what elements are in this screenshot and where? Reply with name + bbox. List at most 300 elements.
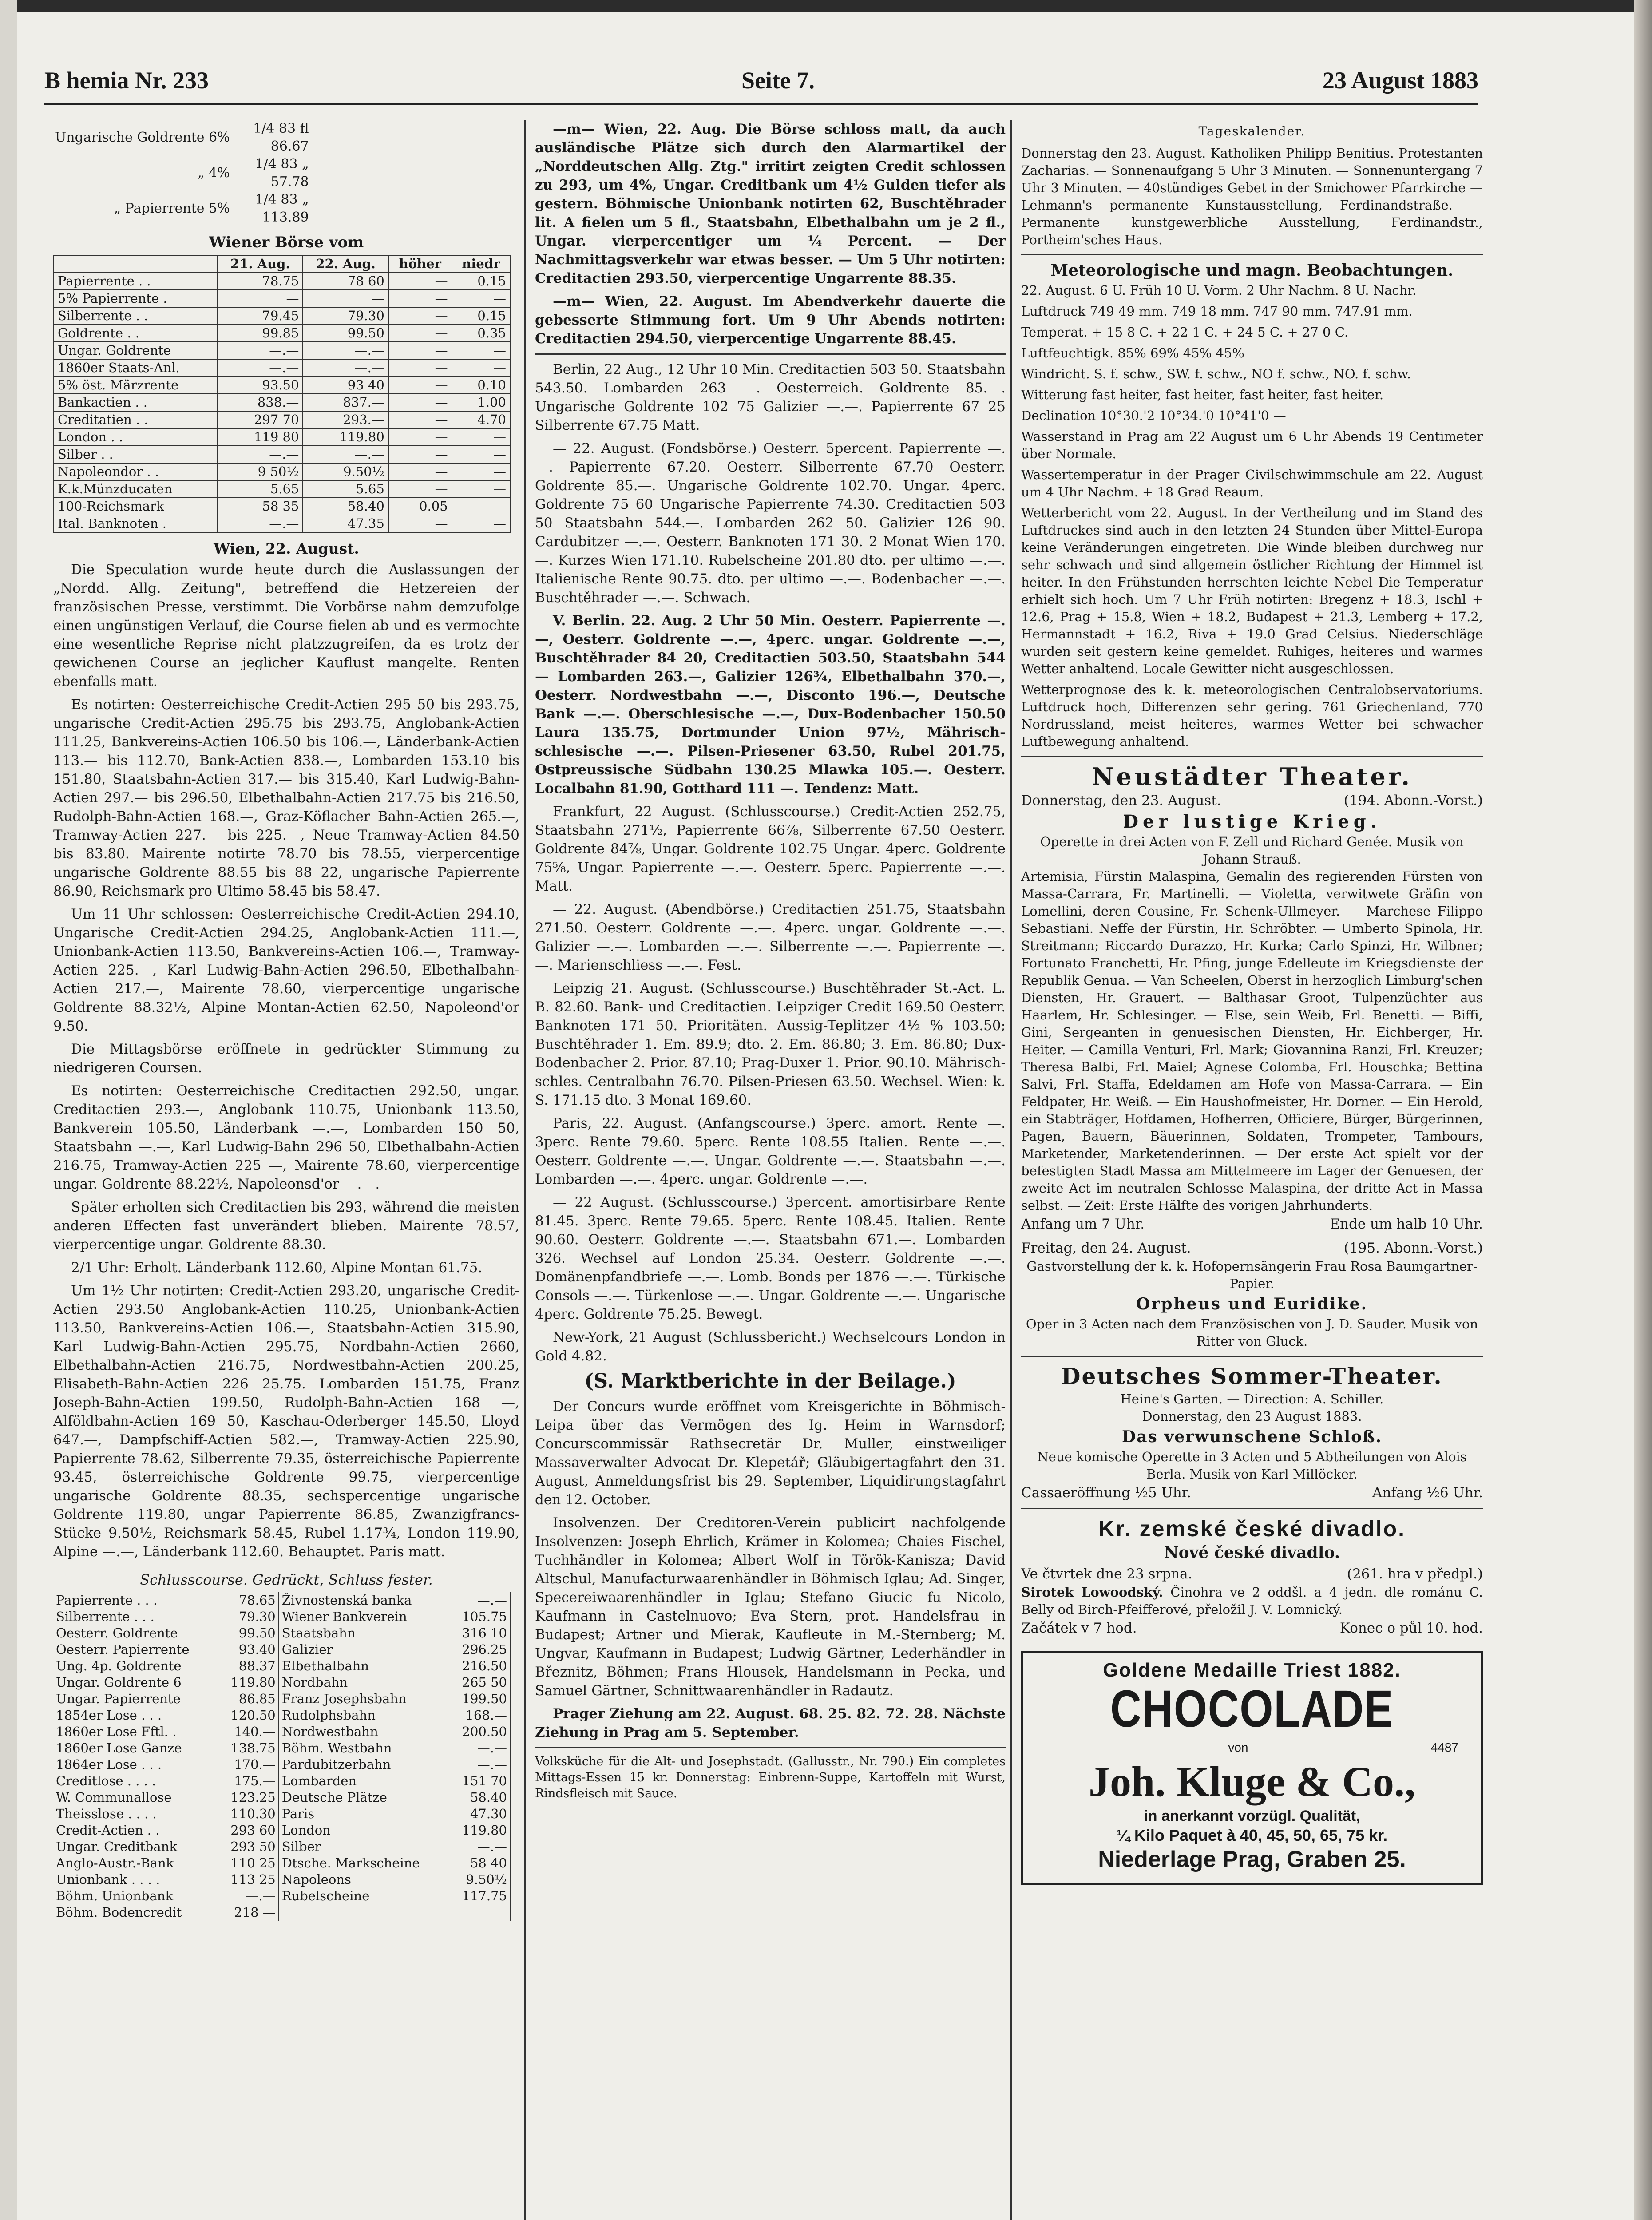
boerse-cell: 837.—: [303, 394, 388, 411]
ad-prices: ¼ Kilo Paquet à 40, 45, 50, 65, 75 kr.: [1116, 1826, 1388, 1844]
theater3-date-row: [1021, 1564, 1483, 1584]
schluss-cell: 58 40: [450, 1855, 510, 1871]
boerse-cell: —: [452, 498, 510, 515]
page-top-edge: [0, 0, 1652, 12]
schluss-cell: Anglo-Austr.-Bank: [56, 1855, 174, 1871]
schluss-cell: Creditlose . . . .: [56, 1773, 156, 1788]
boerse-cell: —: [388, 359, 452, 377]
rate-label: „ Papierrente 5%: [114, 201, 230, 216]
schluss-cell: 79.30: [218, 1609, 279, 1625]
schluss-cell: 58.40: [450, 1789, 510, 1806]
theater1-date2-row: [1021, 1238, 1483, 1258]
paragraph: Luftfeuchtigk. 85% 69% 45% 45%: [1021, 345, 1244, 361]
paragraph: Witterung fast heiter, fast heiter, fast heiter, fast heiter.: [1021, 387, 1384, 402]
schluss-title: Schlusscourse. Gedrückt, Schluss fester.: [140, 1571, 433, 1588]
schluss-cell: Papierrente . . .: [56, 1593, 158, 1608]
divider: [535, 353, 1006, 355]
schluss-row: [53, 1789, 510, 1806]
theater1-cast: Artemisia, Fürstin Malaspina, Gemalin des regierenden Fürsten von Massa-Carrara, Fr. Martinelli. — Violetta, verwitwete Gräfin von Lomellini, deren Cousine, Fr. Schenk-Ullmeyer. — Marchese Filippo Sebastiani. Neffe der Fürstin, Hr. Schröbter. — Umberto Spinola, Hr. Streitmann; Riccardo Durazzo, Hr. Kurka; Carlo Spinzi, Hr. Wilbner; Fortunato Franchetti, Hr. Pfing, junge Edelleute im Kriegsdienste der Republik Genua. — Van Scheelen, Oberst in herzoglich Limburg'schen Diensten, Hr. Grauert. — Balthasar Groot, Tulpenzüchter aus Haarlem, Hr. Schlesinger. — Else, sein Weib, Frl. Benetti. — Biffi, Gini, Sergeanten in genuesischen Diensten, Hr. Eichberger, Hr. Heiter. — Camilla Venturi, Frl. Mark; Giovannina Ranzi, Frl. Kreuzer; Theresa Balbi, Frl. Maiel; Agnese Colomba, Frl. Houschka; Bettina Salvi, Frl. Staffa, Edeldamen am Hofe von Massa-Carrara. — Ein Feldpater, Hr. Weiß. — Ein Haushofmeister, Hr. Dorner. — Ein Herold, ein Stabträger, Hofdamen, Hofherren, Officiere, Bürger, Bürgerinnen, Pagen, Bauern, Bäuerinnen, Soldaten, Trompeter, Tambours, Marketender, Marketenderinnen. — Der erste Act spielt vor der befestigten Stadt Massa am Mittelmeere im Lager der Genuesen, der zweite Act im neutralen Schlosse Malaspina, der dritte Act in Massa selbst. — Zeit: Erste Hälfte des vorigen Jahrhunderts.: [1021, 869, 1483, 1213]
schluss-cell: Nordbahn: [281, 1675, 348, 1690]
schluss-cell: Nordwestbahn: [281, 1724, 378, 1739]
foreign-report: [535, 360, 1006, 607]
schluss-cell: 200.50: [450, 1724, 510, 1740]
boerse-cell: 58 35: [218, 498, 303, 515]
boerse-cell: 79.45: [218, 307, 303, 325]
boerse-row: [54, 498, 510, 515]
schluss-row: [53, 1773, 510, 1789]
paragraph: — 22. August. (Fondsbörse.) Oesterr. 5percent. Papierrente —.—. Papierrente 67.20. Oesterr. Silberrente 67.70 Oesterr. Goldrente 85.—. Ungarische Goldrente 102.70. Ungar. 4perc. Goldrente 75 60 Ungarische Papierrente 74.30. Creditactien 503 50 Staatsbahn 544.—. Lombarden 262 50. Galizier 126 90. Cardubitzer —.—. Oesterr. Banknoten 171 30. 2 Monat Wien 170.—. Kurzes Wien 171.10. Rubelscheine 201.80 dto. per ultimo —.—. Italienische Rente 90.75. dto. per ultimo —.—. Bodenbacher —.—. Buschtěhrader —.—. Schwach.: [535, 440, 1006, 606]
schluss-cell: 1860er Lose Ganze: [56, 1740, 182, 1756]
theater1-abo: (194. Abonn.-Vorst.): [1343, 793, 1483, 809]
paragraph: Luftdruck 749 49 mm. 749 18 mm. 747 90 mm. 747.91 mm.: [1021, 304, 1413, 319]
header-rule: [44, 103, 1478, 105]
schluss-cell: 168.—: [450, 1707, 510, 1724]
ad-von: von: [1228, 1740, 1248, 1754]
lottery-results: Prager Ziehung am 22. August. 68. 25. 82. 72. 28. Nächste Ziehung in Prag am 5. September.: [535, 1706, 1006, 1740]
schluss-cell: Ungar. Papierrente: [56, 1691, 181, 1706]
theater3-desc: Činohra ve 2 oddšl. a 4 jedn. dle románu C. Belly od Birch-Pfeifferové, přeložil J. V. Lomnický.: [1021, 1585, 1483, 1617]
boerse-row: [54, 290, 510, 307]
theater2-play: Das verwunschene Schloß.: [1121, 1427, 1382, 1446]
boerse-cell: 99.50: [303, 325, 388, 342]
schluss-cell: 218 —: [218, 1904, 279, 1921]
schluss-cell: 88.37: [218, 1658, 279, 1674]
boerse-cell: 93.50: [218, 377, 303, 394]
schluss-cell: 9.50½: [450, 1871, 510, 1888]
paragraph: Windricht. S. f. schw., SW. f. schw., NO f. schw., NO. f. schw.: [1021, 366, 1411, 381]
berlin-report: V. Berlin. 22. Aug. 2 Uhr 50 Min. Oesterr. Papierrente —.—, Oesterr. Goldrente —.—, 4perc. ungar. Goldrente —.—, Buschtěhrader 84 20, Creditactien 503.50, Staatsbahn 544 — Lombarden 263.—, Galizier 126¾, Elbethalbahn 370.—, Oesterr. Nordwestbahn —.—, Disconto 196.—, Deutsche Bank —.—. Oberschlesische —.—, Dux-Bodenbacher 150.50 Laura 135.75, Dortmunder Union 97½, Mährisch-schlesische —.—. Pilsen-Priesener 63.50, Rubel 201.75, Ostpreussische Südbahn 130.25 Mlawka 105.—. Oesterr. Localbahn 81.90, Gotthard 111 —. Tendenz: Matt.: [535, 613, 1006, 797]
boerse-cell: —: [452, 428, 510, 446]
paragraph: Um 1½ Uhr notirten: Credit-Actien 293.20, ungarische Credit-Actien 293.50 Anglobank-Actien 110.25, Unionbank-Actien 113.50, Bankvereins-Actien 106.—, Staatsbahn-Actien 315.90, Karl Ludwig-Bahn-Actien 295.75, Nordbahn-Actien 2660, Elbethalbahn-Actien 216.75, Nordwestbahn-Actien 200.25, Elisabeth-Bahn-Actien 226 25.75. Lombarden 151.75, Franz Joseph-Bahn-Actien 199.50, Rudolph-Bahn-Actien 168 —, Alföldbahn-Actien 169 50, Kaschau-Oderberger 145.50, Lloyd 647.—, Dampfschiff-Actien 582.—, Tramway-Actien 225.90, Papierrente 78.62, Silberrente 79.35, österreichische Papierrente 93.45, österreichische Goldrente 99.75, vierpercentige ungarische Goldrente 88.35, sechspercentige ungarische Goldrente 119.80, ungar Papierrente 86.85, Zwanzigfrancs-Stücke 9.50½, Reichsmark 58.45, Rubel 1.17¾, London 119.90, Alpine —.—, Länderbank 112.60. Behauptet. Paris matt.: [53, 1283, 519, 1560]
schluss-cell: —.—: [218, 1888, 279, 1904]
theater3-times: [1021, 1618, 1483, 1638]
meteorology-text: [1021, 428, 1483, 750]
theater1-date-row: [1021, 791, 1483, 810]
theater1-abo2: (195. Abonn.-Vorst.): [1343, 1240, 1483, 1256]
tageskalender-title: Tageskalender.: [1198, 124, 1306, 139]
boerse-cell: —: [303, 290, 388, 307]
boerse-row: [54, 342, 510, 359]
schluss-row: [53, 1740, 510, 1756]
boerse-cell: 78.75: [218, 273, 303, 290]
schluss-cell: 296.25: [450, 1641, 510, 1658]
boerse-cell: 0.15: [452, 273, 510, 290]
theater3-abo: (261. hra v předpl.): [1347, 1566, 1483, 1582]
boerse-cell: —: [388, 307, 452, 325]
schluss-cell: Böhm. Westbahn: [281, 1740, 392, 1756]
paragraph: Declination 10°30.'2 10°34.'0 10°41'0 —: [1021, 408, 1286, 423]
boerse-cell: Silberrente . .: [54, 307, 218, 325]
boerse-header: höher: [388, 255, 452, 273]
paragraph: Es notirten: Oesterreichische Creditactien 292.50, ungar. Creditactien 293.—, Anglobank 110.75, Unionbank 113.50, Bankverein 105.50, Länderbank —.—, Lombarden 150 50, Staatsbahn —.—, Karl Ludwig-Bahn 296 50, Elbethalbahn-Actien 216.75, Tramway-Actien 225 —, Mairente 78.60, vierpercentige ungar. Goldrente 88.22½, Napoleonsd'or —.—.: [53, 1083, 519, 1192]
schluss-cell: —.—: [450, 1592, 510, 1609]
schluss-row: [53, 1707, 510, 1724]
schluss-row: [53, 1888, 510, 1904]
col1-dateline: Wien, 22. August.: [214, 540, 359, 557]
schluss-cell: [279, 1904, 450, 1921]
schluss-cell: Pardubitzerbahn: [281, 1757, 391, 1772]
boerse-cell: —.—: [303, 446, 388, 463]
boerse-row: [54, 394, 510, 411]
ad-firm: Joh. Kluge & Co.,: [1088, 1758, 1416, 1805]
schluss-row: [53, 1609, 510, 1625]
schluss-cell: W. Communallose: [56, 1790, 172, 1805]
column-divider-1: [524, 120, 526, 2220]
boerse-cell: —: [218, 290, 303, 307]
boerse-row: [54, 377, 510, 394]
schluss-cell: Theisslose . . . .: [56, 1806, 157, 1821]
boerse-cell: Silber . .: [54, 446, 218, 463]
theater3-zacatek: Začátek v 7 hod.: [1021, 1620, 1137, 1636]
boerse-cell: Napoleondor . .: [54, 463, 218, 480]
boerse-cell: 838.—: [218, 394, 303, 411]
rate-row: [53, 120, 311, 155]
boerse-cell: 9 50½: [218, 463, 303, 480]
schluss-cell: Ungar. Creditbank: [56, 1839, 177, 1854]
boerse-header: [54, 255, 218, 273]
boerse-cell: 0.35: [452, 325, 510, 342]
boerse-row: [54, 428, 510, 446]
schluss-cell: Deutsche Plätze: [281, 1790, 387, 1805]
boerse-cell: Ital. Banknoten .: [54, 515, 218, 532]
boerse-cell: K.k.Münzducaten: [54, 480, 218, 498]
schluss-cell: 78.65: [218, 1592, 279, 1609]
schluss-cell: 293 60: [218, 1822, 279, 1839]
boerse-cell: —: [388, 480, 452, 498]
boerse-cell: —.—: [303, 359, 388, 377]
schluss-cell: 120.50: [218, 1707, 279, 1724]
boerse-cell: —: [388, 342, 452, 359]
paragraph: New-York, 21 August (Schlussbericht.) Wechselcours London in Gold 4.82.: [535, 1329, 1006, 1364]
schluss-row: [53, 1658, 510, 1674]
paragraph: —m— Wien, 22. Aug. Die Börse schloss matt, da auch ausländische Plätze sich durch den Alarmartikel der „Norddeutschen Allg. Ztg." irritirt zeigten Credit schlossen zu 293, um 4%, Ungar. Creditbank um 4½ Gulden tiefer als gestern. Böhmische Unionbank notirten 62, Buschtěhrader lit. A fielen um 5 fl., Staatsbahn, Elbethalbahn um je 2 fl., Ungar. vierpercentiger um ¼ Percent. — Der Nachmittagsverkehr war etwas besser. — Um 5 Uhr notirten: Creditactien 293.50, vierpercentige Ungarrente 88.35.: [535, 121, 1006, 286]
paragraph: Der Concurs wurde eröffnet vom Kreisgerichte in Böhmisch-Leipa über das Vermögen des Ig. Heim in Warnsdorf; Concurscommissär Rathsecretär Dr. Muller, einstweiliger Massaverwalter Advocat Dr. Klepetář; Gläubigertagfahrt den 31. August, Anmeldungsfrist bis 29. September, Liquidirungstagfahrt den 12. October.: [535, 1399, 1006, 1508]
ad-medal: Goldene Medaille Triest 1882.: [1103, 1659, 1401, 1681]
schluss-cell: Silber: [281, 1839, 321, 1854]
boerse-cell: —: [388, 273, 452, 290]
theater2-cassa: Cassaeröffnung ½5 Uhr.: [1021, 1485, 1191, 1501]
schluss-row: [53, 1756, 510, 1773]
boerse-cell: London . .: [54, 428, 218, 446]
ad-quality: in anerkannt vorzügl. Qualität,: [1144, 1808, 1360, 1824]
schluss-cell: Lombarden: [281, 1773, 357, 1788]
schluss-cell: Silberrente . . .: [56, 1609, 155, 1624]
boerse-row: [54, 480, 510, 498]
schluss-cell: 199.50: [450, 1691, 510, 1707]
boerse-cell: —: [452, 480, 510, 498]
paragraph: Leipzig 21. August. (Schlusscourse.) Buschtěhrader St.-Act. L. B. 82.60. Bank- und Creditactien. Leipziger Credit 169.50 Oesterr. Banknoten 171 50. Prioritäten. Aussig-Teplitzer 4½ % 103.50; Buschtěhrader 1. Em. 89.9; dto. 2. Em. 86.80; 3. Em. 86.80; Dux-Bodenbacher 2. Prior. 87.10; Prag-Duxer 1. Prior. 90.10. Mährisch-schles. Centralbahn 76.70. Pilsen-Priesen 63.50. Wechsel. Wien: k. S. 171.15 dto. 3 Monat 169.60.: [535, 980, 1006, 1108]
header-date: 23 August 1883: [1322, 67, 1478, 94]
schluss-row: [53, 1691, 510, 1707]
boerse-row: [54, 325, 510, 342]
boerse-cell: —.—: [218, 359, 303, 377]
theater1-date2: Freitag, den 24. August.: [1021, 1240, 1191, 1256]
rate-value: 1/4 83 fl 86.67: [253, 121, 309, 154]
boerse-cell: —: [388, 515, 452, 532]
schluss-row: [53, 1855, 510, 1871]
boerse-cell: 58.40: [303, 498, 388, 515]
schluss-cell: 47.30: [450, 1806, 510, 1822]
schluss-cell: Unionbank . . . .: [56, 1872, 160, 1887]
boerse-cell: —.—: [218, 515, 303, 532]
paragraph: Die Mittagsbörse eröffnete in gedrückter Stimmung zu niedrigeren Coursen.: [53, 1041, 519, 1076]
vienna-report: [535, 120, 1006, 348]
rate-label: „ 4%: [197, 165, 230, 181]
schluss-cell: Oesterr. Papierrente: [56, 1642, 190, 1657]
theater3-konec: Konec o půl 10. hod.: [1339, 1620, 1483, 1636]
boerse-cell: 4.70: [452, 411, 510, 428]
theater1-desc2: Oper in 3 Acten nach dem Französischen von J. D. Sauder. Musik von Ritter von Gluck.: [1026, 1316, 1478, 1349]
boerse-cell: 9.50½: [303, 463, 388, 480]
boerse-cell: 1860er Staats-Anl.: [54, 359, 218, 377]
schluss-cell: 93.40: [218, 1641, 279, 1658]
schluss-row: [53, 1625, 510, 1641]
page-header: [44, 67, 1478, 107]
boerse-row: [54, 446, 510, 463]
page-right-edge: [1634, 0, 1652, 2220]
schluss-row: [53, 1674, 510, 1691]
theater1-date: Donnerstag, den 23. August.: [1021, 793, 1221, 809]
ad-von-row: [1032, 1738, 1472, 1757]
boerse-cell: —.—: [218, 342, 303, 359]
boerse-cell: —: [388, 325, 452, 342]
ad-number: 4487: [1430, 1740, 1458, 1754]
schluss-row: [53, 1806, 510, 1822]
paragraph: Insolvenzen. Der Creditoren-Verein publicirt nachfolgende Insolvenzen: Joseph Ehrlich, Krämer in Kolomea; Chaies Fischel, Tuchhändler in Kolomea; Albert Wolf in Török-Kanisza; David Altschul, Manufacturwaarenhändler in Böhmisch Iglau; Ad. Singer, Specereiwaarenhändler in Iglau; Stefano Giucic fu Nicolo, Kaufmann in Castelnuovo; Eva Stern, prot. Handelsfrau in Budapest; Artner und Mierak, Kaufleute in M.-Sternberg; M. Ungvar, Kaufmann in Budapest; Ludwig Gärtner, Lederhändler in Březnitz, Böhmen; Frans Hlousek, Handelsmann in Pecka, und Samuel Gärtner, Schnittwaarenhändler in Radautz.: [535, 1515, 1006, 1699]
paragraph: 2/1 Uhr: Erholt. Länderbank 112.60, Alpine Montan 61.75.: [71, 1260, 483, 1276]
boerse-header: 21. Aug.: [218, 255, 303, 273]
schluss-cell: 110.30: [218, 1806, 279, 1822]
boerse-cell: 47.35: [303, 515, 388, 532]
boerse-cell: —: [388, 446, 452, 463]
boerse-cell: —: [452, 446, 510, 463]
schluss-cell: Credit-Actien . .: [56, 1823, 160, 1838]
schluss-row: [53, 1592, 510, 1609]
tageskalender-text: Donnerstag den 23. August. Katholiken Philipp Benitius. Protestanten Zacharias. — Sonnenaufgang 5 Uhr 3 Minuten. — Sonnenuntergang 7 Uhr 3 Minuten. — 40stündiges Gebet in der Smichower Pfarrkirche — Lehmann's permanente Kunstausstellung, Ferdinandstraße. — Permanente kunstgewerbliche Ausstellung, Ferdinandstr., Portheim'sches Haus.: [1021, 146, 1483, 247]
boerse-cell: —: [452, 359, 510, 377]
schluss-cell: 293 50: [218, 1839, 279, 1855]
schluss-row: [53, 1904, 510, 1921]
boerse-row: [54, 307, 510, 325]
boerse-cell: 119 80: [218, 428, 303, 446]
paragraph: Die Speculation wurde heute durch die Auslassungen der „Nordd. Allg. Zeitung", betreffend die Hetzereien der französischen Presse, verstimmt. Die Vorbörse nahm demzufolge einen ungünstigen Verlauf, die Course fielen ab und es vermochte eine wesentliche Reprise nicht platzzugreifen, da es trotz der gewichenen Course an jeglicher Kauflust mangelte. Renten ebenfalls matt.: [53, 562, 519, 690]
paragraph: 22. August. 6 U. Früh 10 U. Vorm. 2 Uhr Nachm. 8 U. Nachr.: [1021, 283, 1417, 298]
rate-row: [53, 191, 311, 226]
schluss-cell: 175.—: [218, 1773, 279, 1789]
ad-store: Niederlage Prag, Graben 25.: [1098, 1847, 1406, 1872]
column-1: [53, 120, 519, 2220]
volkskueche-note: Volksküche für die Alt- und Josephstadt. (Gallusstr., Nr. 790.) Ein completes Mittags-Essen 15 kr. Donnerstag: Einbrenn-Suppe, Kartoffeln mit Wurst, Rindsfleisch mit Sauce.: [535, 1755, 1006, 1800]
boerse-cell: —: [388, 377, 452, 394]
boerse-cell: 1.00: [452, 394, 510, 411]
schluss-cell: 138.75: [218, 1740, 279, 1756]
schluss-cell: 113 25: [218, 1871, 279, 1888]
schluss-row: [53, 1641, 510, 1658]
schluss-row: [53, 1724, 510, 1740]
schluss-cell: 117.75: [450, 1888, 510, 1904]
boerse-row: [54, 515, 510, 532]
boerse-cell: —: [388, 290, 452, 307]
boerse-row: [54, 359, 510, 377]
boerse-header: 22. Aug.: [303, 255, 388, 273]
theater1-anfang: Anfang um 7 Uhr.: [1021, 1216, 1145, 1232]
theater1-times: [1021, 1214, 1483, 1234]
boerse-cell: 0.15: [452, 307, 510, 325]
meteorology-table: [1021, 282, 1483, 424]
schluss-cell: 123.25: [218, 1789, 279, 1806]
theater1-title: Neustädter Theater.: [1091, 762, 1412, 791]
column-divider-2: [1010, 120, 1012, 2220]
rate-row: [53, 155, 311, 191]
schluss-cell: Rubelscheine: [281, 1888, 370, 1903]
theater1-play2: Orpheus und Euridike.: [1136, 1295, 1368, 1313]
boerse-row: [54, 463, 510, 480]
boerse-cell: Papierrente . .: [54, 273, 218, 290]
legal-notices: [535, 1397, 1006, 1700]
paragraph: Wassertemperatur in der Prager Civilschwimmschule am 22. August um 4 Uhr Nachm. + 18 Grad Reaum.: [1021, 467, 1483, 500]
paragraph: — 22. August. (Abendbörse.) Creditactien 251.75, Staatsbahn 271.50. Oesterr. Goldrente —.—. 4perc. ungar. Goldrente —.—. Galizier —.—. Lombarden —.—. Silberrente —.—. Papierrente —.—. Marienschliess —.—. Fest.: [535, 901, 1006, 973]
theater3-title: Kr. zemské české divadlo.: [1098, 1516, 1406, 1541]
column-2: [535, 120, 1006, 2220]
boerse-cell: 0.10: [452, 377, 510, 394]
boerse-cell: 5.65: [303, 480, 388, 498]
boerse-row: [54, 411, 510, 428]
schluss-cell: Dtsche. Markscheine: [281, 1855, 420, 1871]
boerse-cell: —: [388, 463, 452, 480]
schluss-cell: Ungar. Goldrente 6: [56, 1675, 182, 1690]
boerse-cell: 119.80: [303, 428, 388, 446]
schluss-cell: 86.85: [218, 1691, 279, 1707]
boerse-cell: 297 70: [218, 411, 303, 428]
theater3-date: Ve čtvrtek dne 23 srpna.: [1021, 1566, 1192, 1582]
schluss-cell: Napoleons: [281, 1872, 351, 1887]
schluss-table: [53, 1592, 511, 1921]
page-left-edge: [0, 0, 17, 2220]
schluss-cell: Böhm. Bodencredit: [56, 1905, 182, 1920]
divider: [1021, 254, 1483, 255]
theater1-play: Der lustige Krieg.: [1123, 811, 1381, 832]
boerse-cell: 5% Papierrente .: [54, 290, 218, 307]
schluss-cell: 99.50: [218, 1625, 279, 1641]
paragraph: Frankfurt, 22 August. (Schlusscourse.) Credit-Actien 252.75, Staatsbahn 271½, Papierrente 66⅞, Silberrente 67.50 Oesterr. Goldrente 84⅞, Ungar. Goldrente 102.75 Ungar. 4perc. Goldrente 75⅝, Ungar. Papierrente —.—. Oesterr. 5perc. Papierrente —.—. Matt.: [535, 804, 1006, 894]
foreign-report-2: [535, 802, 1006, 1365]
theater2-sub: Heine's Garten. — Direction: A. Schiller.: [1120, 1391, 1384, 1407]
schluss-cell: Staatsbahn: [281, 1625, 356, 1641]
chocolade-ad: [1021, 1651, 1483, 1885]
schluss-cell: 110 25: [218, 1855, 279, 1871]
schluss-cell: 105.75: [450, 1609, 510, 1625]
boerse-cell: 5% öst. Märzrente: [54, 377, 218, 394]
boerse-cell: 0.05: [388, 498, 452, 515]
schluss-cell: Wiener Bankverein: [281, 1609, 407, 1624]
boerse-cell: —: [388, 428, 452, 446]
schluss-cell: 151 70: [450, 1773, 510, 1789]
theater1-ende: Ende um halb 10 Uhr.: [1330, 1216, 1483, 1232]
schluss-cell: Oesterr. Goldrente: [56, 1625, 178, 1641]
paragraph: Es notirten: Oesterreichische Credit-Actien 295 50 bis 293.75, ungarische Credit-Actien 295.75 bis 293.75, Anglobank-Actien 111.25, Bankvereins-Actien 106.50 bis 106.—, Länderbank-Actien 113.— bis 112.70, Bank-Actien 838.—, Lombarden 153.10 bis 151.80, Staatsbahn-Actien 317.— bis 315.40, Karl Ludwig-Bahn-Actien 297.— bis 296.50, Elbethalbahn-Actien 217.75 bis 216.50, Rudolph-Bahn-Actien 168.—, Graz-Köflacher Bahn-Actien 265.—, Tramway-Actien 227.— bis 225.—, Neue Tramway-Actien 84.50 bis 83.80. Mairente notirte 78.70 bis 78.55, vierpercentige ungarische Goldrente 88.55 bis 88 22, ungarische Papierrente 86.90, Reichsmark pro Ultimo 58.45 bis 58.47.: [53, 697, 519, 899]
tageskalender: [1021, 145, 1483, 249]
boerse-cell: 293.—: [303, 411, 388, 428]
theater1-gast: Gastvorstellung der k. k. Hofopernsängerin Frau Rosa Baumgartner-Papier.: [1026, 1259, 1478, 1291]
schluss-cell: 140.—: [218, 1724, 279, 1740]
schluss-cell: Böhm. Unionbank: [56, 1888, 174, 1903]
schluss-row: [53, 1822, 510, 1839]
rate-value: 1/4 83 „ 113.89: [255, 192, 309, 225]
schluss-cell: 216.50: [450, 1658, 510, 1674]
schluss-cell: 170.—: [218, 1756, 279, 1773]
boerse-row: [54, 273, 510, 290]
boerse-cell: 5.65: [218, 480, 303, 498]
marktberichte-note: (S. Marktberichte in der Beilage.): [584, 1370, 956, 1392]
divider: [1021, 1356, 1483, 1357]
boerse-cell: 78 60: [303, 273, 388, 290]
boerse-cell: —.—: [218, 446, 303, 463]
schluss-cell: —.—: [450, 1756, 510, 1773]
boerse-header: niedr: [452, 255, 510, 273]
theater2-title: Deutsches Sommer-Theater.: [1061, 1363, 1443, 1389]
schluss-cell: 119.80: [450, 1822, 510, 1839]
boerse-cell: —.—: [303, 342, 388, 359]
paragraph: Paris, 22. August. (Anfangscourse.) 3perc. amort. Rente —. 3perc. Rente 79.60. 5perc. Rente 108.55 Italien. Rente —.—. Oesterr. Goldrente —.—. Ungar. Goldrente —.—. Staatsbahn —.—. Lombarden —.—. 4perc. ungar. Goldrente —.—.: [535, 1115, 1006, 1187]
paragraph: — 22 August. (Schlusscourse.) 3percent. amortisirbare Rente 81.45. 3perc. Rente 79.65. 5perc. Rente 108.45. Italien. Rente 90.60. Oesterr. Goldrente —.—. Staatsbahn 671.—. Lombarden 326. Wechsel auf London 25.34. Oesterr. Goldrente —.—. Domänenpfandbriefe —.—. Lomb. Bonds per 1876 —.—. Türkische Consols —.—. Türkenlose —.—. Ungar. Goldrente —.—. Ungarische 4perc. Goldrente 75.25. Bewegt.: [535, 1194, 1006, 1322]
col1-article: [53, 560, 519, 1561]
schluss-cell: Živnostenská banka: [281, 1593, 412, 1608]
paragraph: Temperat. + 15 8 C. + 22 1 C. + 24 5 C. + 27 0 C.: [1021, 325, 1349, 340]
schluss-cell: Rudolphsbahn: [281, 1708, 376, 1723]
boerse-table: [53, 255, 511, 533]
paragraph: Um 11 Uhr schlossen: Oesterreichische Credit-Actien 294.10, Ungarische Credit-Actien 294.25, Anglobank-Actien 111.—, Unionbank-Actien 113.50, Bankvereins-Actien 106.—, Tramway-Actien 225.—, Karl Ludwig-Bahn-Actien 296.50, Elbethalbahn-Actien 217.—, Mairente 78.60, vierpercentige ungarische Goldrente 88.32½, Alpine Montan-Actien 62.50, Napoleond'or 9.50.: [53, 906, 519, 1034]
boerse-cell: —: [452, 342, 510, 359]
schluss-cell: —.—: [450, 1839, 510, 1855]
theater3-play: Sirotek Lowoodský.: [1021, 1585, 1163, 1600]
header-page-number: Seite 7.: [741, 67, 815, 94]
boerse-cell: 93 40: [303, 377, 388, 394]
schluss-cell: Paris: [281, 1806, 315, 1821]
schluss-cell: —.—: [450, 1740, 510, 1756]
schluss-cell: London: [281, 1823, 331, 1838]
boerse-cell: Ungar. Goldrente: [54, 342, 218, 359]
schluss-cell: 1854er Lose . . .: [56, 1708, 162, 1723]
paragraph: Später erholten sich Creditactien bis 293, während die meisten anderen Effecten fast unverändert blieben. Mairente 78.57, vierpercentige ungar. Goldrente 88.30.: [53, 1199, 519, 1253]
schluss-cell: 119.80: [218, 1674, 279, 1691]
column-3: [1021, 120, 1483, 2220]
schluss-cell: 265 50: [450, 1674, 510, 1691]
schluss-cell: 316 10: [450, 1625, 510, 1641]
theater2-times: [1021, 1483, 1483, 1502]
paragraph: Wasserstand in Prag am 22 August um 6 Uhr Abends 19 Centimeter über Normale.: [1021, 429, 1483, 461]
meteorology-title: Meteorologische und magn. Beobachtungen.: [1050, 261, 1454, 280]
schluss-cell: 1860er Lose Fftl. .: [56, 1724, 177, 1739]
boerse-cell: 99.85: [218, 325, 303, 342]
divider: [1021, 1508, 1483, 1509]
rate-value: 1/4 83 „ 57.78: [255, 156, 309, 190]
paragraph: Wetterprognose des k. k. meteorologischen Centralobservatoriums. Luftdruck hoch, Differenzen sehr gering. 761 Griechenland, 770 Nordrussland, meist heiteres, warmes Wetter bei schwacher Luftbewegung anhaltend.: [1021, 682, 1483, 749]
boerse-cell: —: [452, 515, 510, 532]
schluss-row: [53, 1839, 510, 1855]
rate-label: Ungarische Goldrente 6%: [55, 130, 230, 145]
boerse-cell: 100-Reichsmark: [54, 498, 218, 515]
schluss-cell: Ung. 4p. Goldrente: [56, 1658, 182, 1673]
boerse-cell: 79.30: [303, 307, 388, 325]
schluss-cell: Franz Josephsbahn: [281, 1691, 407, 1706]
divider: [1021, 756, 1483, 757]
schluss-cell: [450, 1904, 510, 1921]
divider: [535, 1747, 1006, 1748]
ad-product: CHOCOLADE: [1110, 1680, 1394, 1738]
theater3-sub: Nové české divadlo.: [1164, 1543, 1340, 1562]
schluss-row: [53, 1871, 510, 1888]
schluss-cell: 1864er Lose . . .: [56, 1757, 162, 1772]
